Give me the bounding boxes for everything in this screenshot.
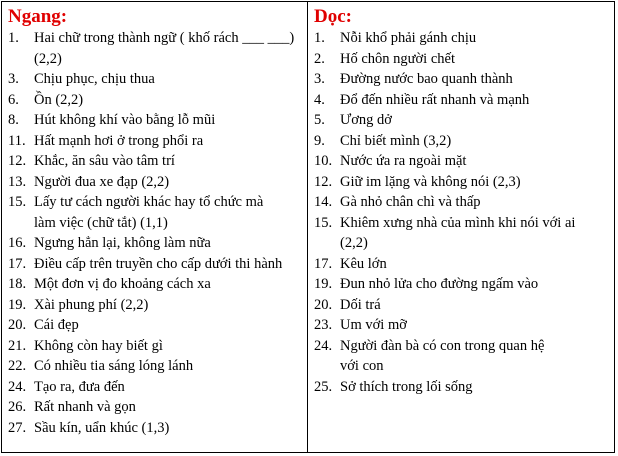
clue-item — [8, 295, 307, 316]
clue-number: 12. — [314, 173, 333, 190]
clue-item — [314, 151, 614, 172]
clue-number: 27. — [8, 419, 27, 436]
clue-text: Hố chôn người chết — [340, 50, 455, 67]
clue-item — [8, 274, 307, 295]
clue-number: 1. — [314, 30, 325, 46]
down-heading: Dọc: — [314, 6, 352, 27]
clue-item — [8, 418, 307, 439]
clue-item — [314, 315, 614, 336]
clue-item — [8, 69, 307, 90]
clue-text: Người đàn bà có con trong quan hệ với con — [340, 337, 545, 374]
clue-text: Người đua xe đạp (2,2) — [34, 173, 170, 190]
clue-text: Um với mỡ — [340, 317, 407, 333]
clue-item — [8, 172, 307, 193]
clue-text: Rất nhanh và gọn — [34, 399, 136, 415]
clue-item — [8, 336, 307, 357]
clue-text: Xài phung phí (2,2) — [34, 296, 149, 313]
clue-text: Một đơn vị đo khoảng cách xa — [34, 276, 211, 292]
clue-item — [314, 28, 614, 49]
clue-text: Nước ứa ra ngoài mặt — [340, 153, 467, 169]
clue-number: 11. — [8, 132, 26, 149]
clue-text: Đổ đến nhiều rất nhanh và mạnh — [340, 91, 530, 108]
clue-item — [8, 28, 307, 69]
clue-item — [314, 213, 614, 254]
clue-item — [314, 274, 614, 295]
clue-item — [8, 254, 307, 275]
clue-number: 24. — [8, 378, 27, 395]
clue-item — [8, 397, 307, 418]
clue-number: 3. — [8, 71, 19, 87]
clue-number: 15. — [314, 214, 333, 231]
clue-number: 23. — [314, 317, 333, 333]
clue-item — [8, 90, 307, 111]
clue-number: 17. — [314, 255, 333, 272]
clue-text: Khắc, ăn sâu vào tâm trí — [34, 153, 175, 169]
clue-text: Hất mạnh hơi ở trong phổi ra — [34, 132, 204, 149]
clue-number: 19. — [314, 276, 333, 292]
clue-item — [314, 69, 614, 90]
clue-text: Lấy tư cách người khác hay tổ chức mà làm việc (chữ tắt) (1,1) — [34, 194, 264, 231]
clue-text: Không còn hay biết gì — [34, 337, 163, 354]
clue-number: 22. — [8, 358, 27, 374]
clue-item — [314, 295, 614, 316]
clue-text: Dối trá — [340, 296, 381, 313]
clue-item — [314, 172, 614, 193]
across-heading: Ngang: — [8, 6, 68, 27]
clue-text: Ồn (2,2) — [34, 91, 84, 108]
clue-text: Có nhiều tia sáng lóng lánh — [34, 358, 194, 374]
clue-item — [314, 254, 614, 275]
clue-item — [314, 192, 614, 213]
clue-number: 20. — [8, 317, 27, 333]
clue-text: Ngưng hẳn lại, không làm nữa — [34, 235, 211, 251]
down-column — [308, 2, 614, 452]
clue-text: Sở thích trong lối sống — [340, 378, 473, 395]
clue-item — [8, 315, 307, 336]
clue-number: 21. — [8, 337, 27, 354]
clue-number: 19. — [8, 296, 27, 313]
crossword-clues-table — [1, 1, 615, 453]
clue-number: 13. — [8, 173, 27, 190]
clue-text: Cái đẹp — [34, 317, 79, 333]
clue-item — [314, 49, 614, 70]
clue-text: Tạo ra, đưa đến — [34, 378, 125, 395]
clue-number: 25. — [314, 378, 333, 395]
across-column — [2, 2, 308, 452]
across-clue-list — [8, 28, 307, 438]
clue-number: 15. — [8, 194, 27, 210]
clue-text: Nỗi khổ phải gánh chịu — [340, 30, 477, 46]
clue-text: Điều cấp trên truyền cho cấp dưới thi hành — [34, 255, 283, 272]
clue-item — [314, 336, 614, 377]
clue-item — [314, 110, 614, 131]
clue-number: 17. — [8, 255, 27, 272]
clue-item — [314, 377, 614, 398]
clue-number: 18. — [8, 276, 27, 292]
clue-number: 14. — [314, 194, 333, 210]
clue-number: 6. — [8, 91, 19, 108]
clue-number: 12. — [8, 153, 27, 169]
clue-item — [8, 151, 307, 172]
clue-number: 5. — [314, 112, 325, 128]
clue-number: 10. — [314, 153, 333, 169]
down-clue-list — [314, 28, 614, 397]
clue-number: 20. — [314, 296, 333, 313]
clue-number: 16. — [8, 235, 27, 251]
clue-text: Giữ im lặng và không nói (2,3) — [340, 173, 521, 190]
clue-text: Đường nước bao quanh thành — [340, 71, 513, 87]
clue-item — [8, 233, 307, 254]
clue-number: 3. — [314, 71, 325, 87]
clue-item — [8, 377, 307, 398]
clue-text: Đun nhỏ lửa cho đường ngấm vào — [340, 276, 539, 292]
clue-item — [8, 110, 307, 131]
clue-text: Gà nhỏ chân chì và thấp — [340, 194, 481, 210]
clue-number: 4. — [314, 91, 325, 108]
clue-text: Chỉ biết mình (3,2) — [340, 132, 452, 149]
clue-text: Khiêm xưng nhà của mình khi nói với ai (2,2) — [340, 214, 576, 251]
clue-number: 9. — [314, 132, 325, 149]
clue-text: Chịu phục, chịu thua — [34, 71, 155, 87]
clue-text: Kêu lớn — [340, 255, 387, 272]
clue-item — [8, 131, 307, 152]
clue-number: 8. — [8, 112, 19, 128]
clue-item — [314, 90, 614, 111]
clue-number: 1. — [8, 30, 19, 46]
clue-text: Hai chữ trong thành ngữ ( khố rách ___ ___) (2,2) — [34, 30, 295, 67]
clue-number: 24. — [314, 337, 333, 354]
clue-text: Hút không khí vào bằng lỗ mũi — [34, 112, 216, 128]
clue-item — [8, 192, 307, 233]
clue-item — [314, 131, 614, 152]
clue-number: 26. — [8, 399, 27, 415]
clue-text: Sầu kín, uẩn khúc (1,3) — [34, 419, 170, 436]
clue-text: Ương dở — [340, 112, 392, 128]
clue-number: 2. — [314, 50, 325, 67]
clue-item — [8, 356, 307, 377]
